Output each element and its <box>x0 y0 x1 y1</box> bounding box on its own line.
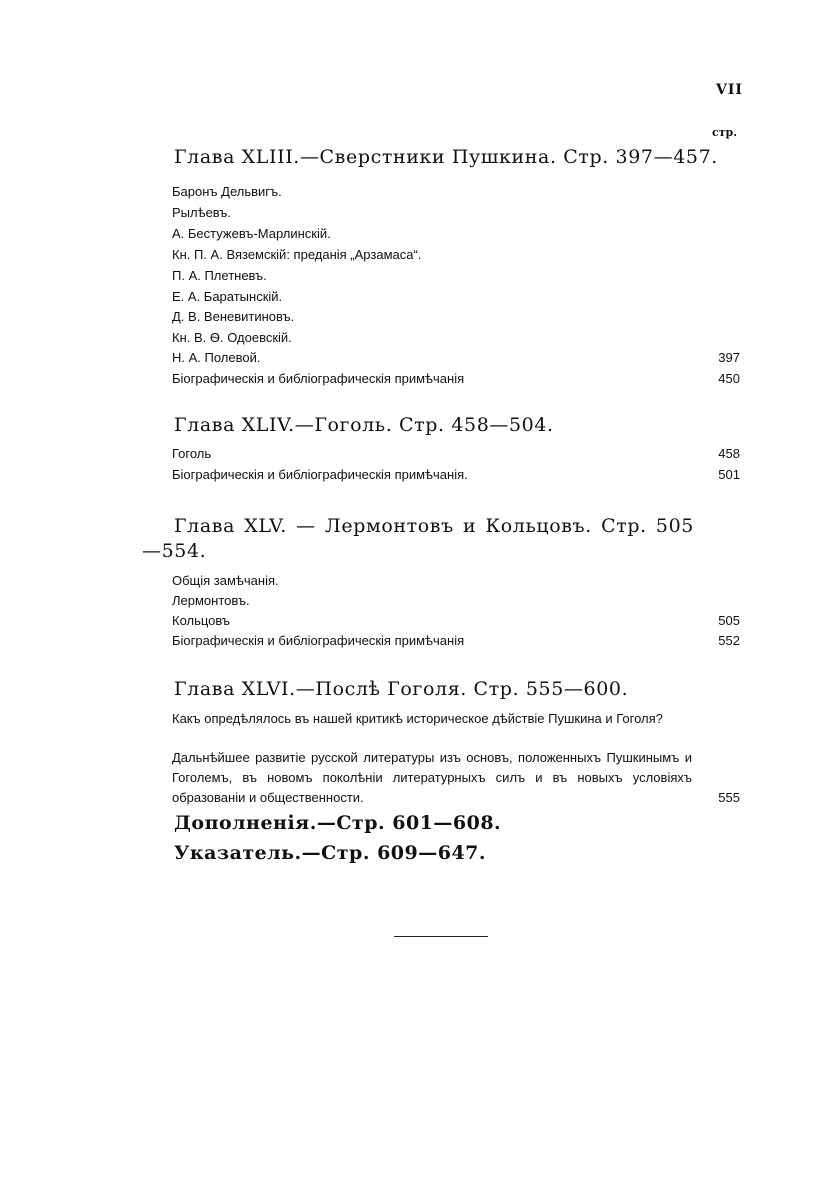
toc-entry-page: 552 <box>718 633 740 648</box>
chapter-heading-xlv-continuation: —554. <box>142 540 207 562</box>
toc-entry: Д. В. Веневитиновъ. <box>172 309 295 324</box>
toc-entry: Кольцовъ <box>172 613 231 628</box>
toc-entry: П. А. Плетневъ. <box>172 268 267 283</box>
chapter-heading-xliv: Глава XLIV.—Гоголь. Стр. 458—504. <box>174 414 554 436</box>
toc-entry-page: 505 <box>718 613 740 628</box>
toc-entry: Біографическія и библіографическія примѣчанія. <box>172 467 468 482</box>
toc-entry: Гоголь <box>172 446 212 461</box>
toc-entry: Біографическія и библіографическія примѣчанія <box>172 371 465 386</box>
toc-paragraph: Дальнѣйшее развитіе русской литературы изъ основъ, положенныхъ Пушкинымъ и Гоголемъ, въ новомъ поколѣніи литературныхъ силъ и въ новыхъ условіяхъ образованіи и общественности. <box>172 750 692 805</box>
closing-rule <box>394 936 488 937</box>
toc-entry-page: 501 <box>718 467 740 482</box>
toc-entry: Е. А. Баратынскій. <box>172 289 283 304</box>
toc-entry-page: 397 <box>718 350 740 365</box>
toc-entry: А. Бестужевъ-Марлинскій. <box>172 226 331 241</box>
appendix-index: Указатель.—Стр. 609—647. <box>174 842 487 864</box>
toc-entry-page: 555 <box>718 790 740 805</box>
toc-entry: Кн. П. А. Вяземскій: преданія „Арзамаса“. <box>172 247 422 262</box>
toc-entry: Кн. В. Ѳ. Одоевскій. <box>172 330 292 345</box>
toc-paragraph: Какъ опредѣлялось въ нашей критикѣ историческое дѣйствіе Пушкина и Гоголя? <box>172 711 663 726</box>
toc-entry: Н. А. Полевой. <box>172 350 261 365</box>
page-number: VII <box>716 82 743 98</box>
toc-entry: Рылѣевъ. <box>172 205 232 220</box>
chapter-heading-xlvi: Глава XLVI.—Послѣ Гоголя. Стр. 555—600. <box>174 678 629 700</box>
toc-entry: Біографическія и библіографическія примѣчанія <box>172 633 465 648</box>
appendix-supplements: Дополненія.—Стр. 601—608. <box>174 812 502 834</box>
chapter-heading-xlv: Глава XLV. — Лермонтовъ и Кольцовъ. Стр. 505 <box>174 515 694 537</box>
chapter-heading-xliii: Глава XLIII.—Сверстники Пушкина. Стр. 397—457. <box>174 146 718 168</box>
toc-entry: Общія замѣчанія. <box>172 573 279 588</box>
toc-entry: Баронъ Дельвигъ. <box>172 184 282 199</box>
toc-entry-page: 458 <box>718 446 740 461</box>
toc-entry: Лермонтовъ. <box>172 593 250 608</box>
page-column-label: стр. <box>712 126 738 139</box>
toc-entry-page: 450 <box>718 371 740 386</box>
